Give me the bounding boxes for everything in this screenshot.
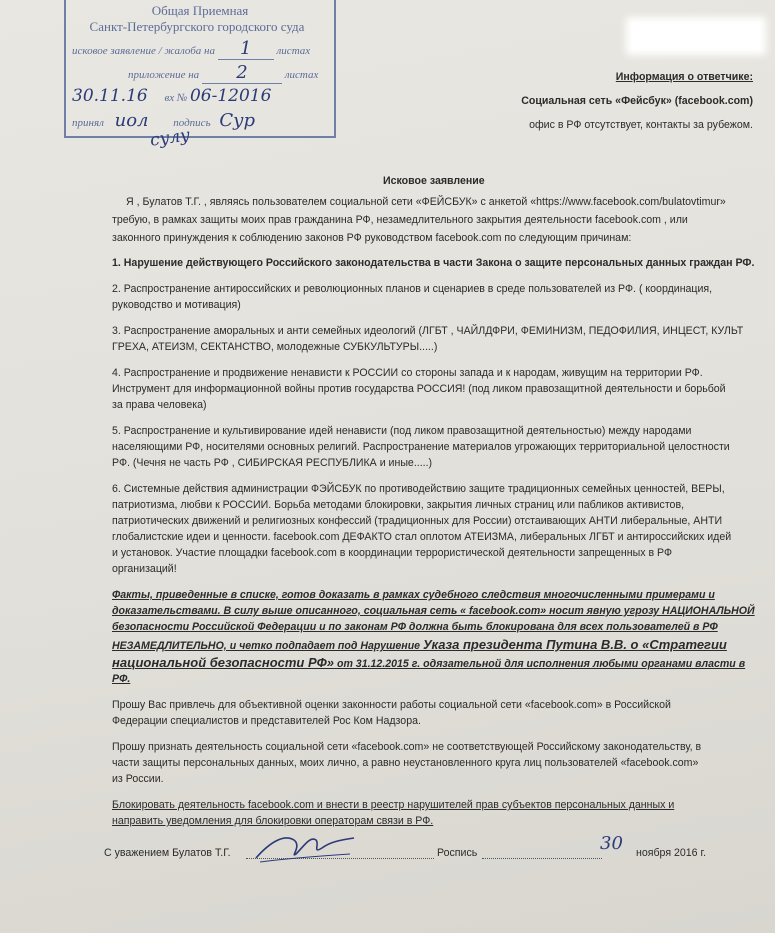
facts-decree-title: Указа президента Путина В.В. о «Стратегии [423,637,727,652]
reason-5-line-2: населяющими РФ, носителями основных религий. Распространение материалов угрожающих территориальной целостности [112,441,730,453]
stamp-attach-row [72,62,328,84]
reason-4-line-1: 4. Распространение и продвижение ненависти к РОССИИ со стороны запада и к народам, живущим на территории РФ. [112,367,703,379]
reason-5-line-1: 5. Распространение и культивирование идей ненависти (под ликом правозащитной деятельностью) между народами [112,425,692,437]
reason-3-line-1: 3. Распространение аморальных и анти семейных идеологий (ЛГБТ , ЧАЙЛДФРИ, ФЕМИНИЗМ, ПЕДОФИЛИЯ, ИНЦЕСТ, КУЛЬТ [112,325,744,337]
court-reception-stamp [64,0,336,138]
closing-sign-label: Роспись [437,847,478,859]
facts-line-2: доказательствами. В силу выше описанного, социальная сеть « facebook.com» носит явную угрозу НАЦИОНАЛЬНОЙ [112,605,755,617]
facts-line-6: РФ. [112,673,131,685]
redacted-block [626,17,766,55]
request-2-line-2: части защиты персональных данных, моих лично, а равно неустановленного круга лиц пользователей «facebook.com» [112,757,699,769]
reason-2-line-2: руководство и мотивация) [112,299,241,311]
closing-day: 30 [600,833,623,854]
document-title: Исковое заявление [383,175,485,187]
block-demand-line-1: Блокировать деятельность facebook.com и внести в реестр нарушителей прав субъектов персональных данных и [112,799,675,811]
date-line [482,858,602,859]
stamp-attach-value: 2 [236,62,248,83]
closing-date-suffix: ноября 2016 г. [636,847,707,859]
block-demand-line-2: направить уведомления для блокировки операторам связи в РФ. [112,815,434,827]
stamp-pages-row [72,38,328,60]
reason-5-line-3: РФ. (Чечня не часть РФ , СИБИРСКАЯ РЕСПУБЛИКА и иные.....) [112,457,433,469]
facts-line-4a: НЕЗАМЕДЛИТЕЛЬНО, и четко подпадает под Нарушение [112,640,424,652]
request-1-line-1: Прошу Вас привлечь для объективной оценки законности работы социальной сети «facebook.com» в Российской [112,699,671,711]
facts-line-5b: от 31.12.2015 г. одязательной для исполнения любыми органами власти в [334,658,746,670]
reason-2-line-1: 2. Распространение антироссийских и революционных планов и сценариев в среде пользователей из РФ. ( координация, [112,283,713,295]
reason-6-line-6: организаций! [112,563,177,575]
respondent-title: Информация о ответчике: [615,71,753,83]
reason-6-line-1: 6. Системные действия администрации ФЭЙСБУК по противодействию защите традиционных семейных ценностей, ВЕРЫ, [112,483,725,495]
stamp-line-2: Санкт-Петербургского городского суда [89,19,305,34]
intro-line-3: законного принуждения к соблюдению законов РФ руководством facebook.com по следующим причинам: [112,232,632,244]
stamp-pages-suffix: листах [276,45,311,57]
reason-6-line-5: и установок. Участие площадки facebook.com в координации террористической деятельности запрещенных в РФ [112,547,673,559]
intro-line-1: Я , Булатов Т.Г. , являясь пользователем социальной сети «ФЕЙСБУК» с анкетой «https://www.facebook.com/bulatovtimur» [126,196,726,208]
reason-6-line-3: патриотических движений и религиозных конфессий (традиционных для России) отстаивающих АНТИ либеральные, АНТИ [112,515,723,527]
facts-strategy-title: национальной безопасности РФ» [112,655,335,670]
request-2-line-3: из России. [112,773,164,785]
respondent-name: Социальная сеть «Фейсбук» (facebook.com) [521,95,753,107]
reason-3-line-2: ГРЕХА, АТЕИЗМ, СЕКТАНСТВО, молодежные СУБКУЛЬТУРЫ.....) [112,341,438,353]
handwritten-signature-icon [250,828,360,868]
reason-1: 1. Нарушение действующего Российского законодательства в части Закона о защите персональных данных граждан РФ. [112,257,755,269]
stamp-sign: Сур [219,110,256,131]
reason-6-line-4: глобалистские идеи и ценности. facebook.com ДЕФАКТО стал оплотом АТЕИЗМА, либеральных ЛГБТ и антироссийских идей [112,531,732,543]
intro-line-2: требую, в рамках защиты моих прав гражданина РФ, незамедлительного закрытия деятельности facebook.com , или [112,214,688,226]
facts-line-1: Факты, приведенные в списке, готов доказать в рамках судебного следствия многочисленными примерами и [112,589,715,601]
stamp-receiver: иол [114,110,149,131]
respondent-office: офис в РФ отсутствует, контакты за рубежом. [529,119,753,131]
request-2-line-1: Прошу признать деятельность социальной сети «facebook.com» не соответствующей Российскому законодательству, в [112,741,702,753]
closing-regards: С уважением Булатов Т.Г. [104,847,231,859]
stamp-number: 06-12016 [189,86,272,106]
stamp-receiver-label: принял [72,117,104,129]
stamp-num-label: вх № [164,92,188,104]
facts-line-4 [112,636,727,655]
facts-line-3: безопасности Российской Федерации и по законам РФ должна быть блокирована для всех пользователей в РФ [112,621,718,633]
stamp-receiver-row [72,110,328,131]
stamp-date: 30.11.16 [72,86,148,106]
reason-4-line-3: за права человека) [112,399,207,411]
request-1-line-2: Федерации специалистов и представителей Рос Ком Надзора. [112,715,421,727]
stamp-pages-label: исковое заявление / жалоба на [72,45,216,57]
stamp-attach-suffix: листах [284,69,319,81]
stamp-handwritten-initials: сулу [148,125,192,151]
reason-6-line-2: патриотизма, любви к РОССИИ. Борьба методами блокировки, закрытия личных страниц или пабликов активистов, [112,499,685,511]
stamp-line-1: Общая Приемная [151,3,249,18]
stamp-sign-label: подпись [173,117,211,129]
stamp-date-row [72,86,328,106]
stamp-attach-label: приложение на [128,69,200,81]
facts-line-5 [112,654,745,673]
stamp-pages-value: 1 [240,38,252,59]
reason-4-line-2: Инструмент для информационной войны против государства РОССИЯ! (под ликом правозащитной деятельности и борьбой [112,383,726,395]
